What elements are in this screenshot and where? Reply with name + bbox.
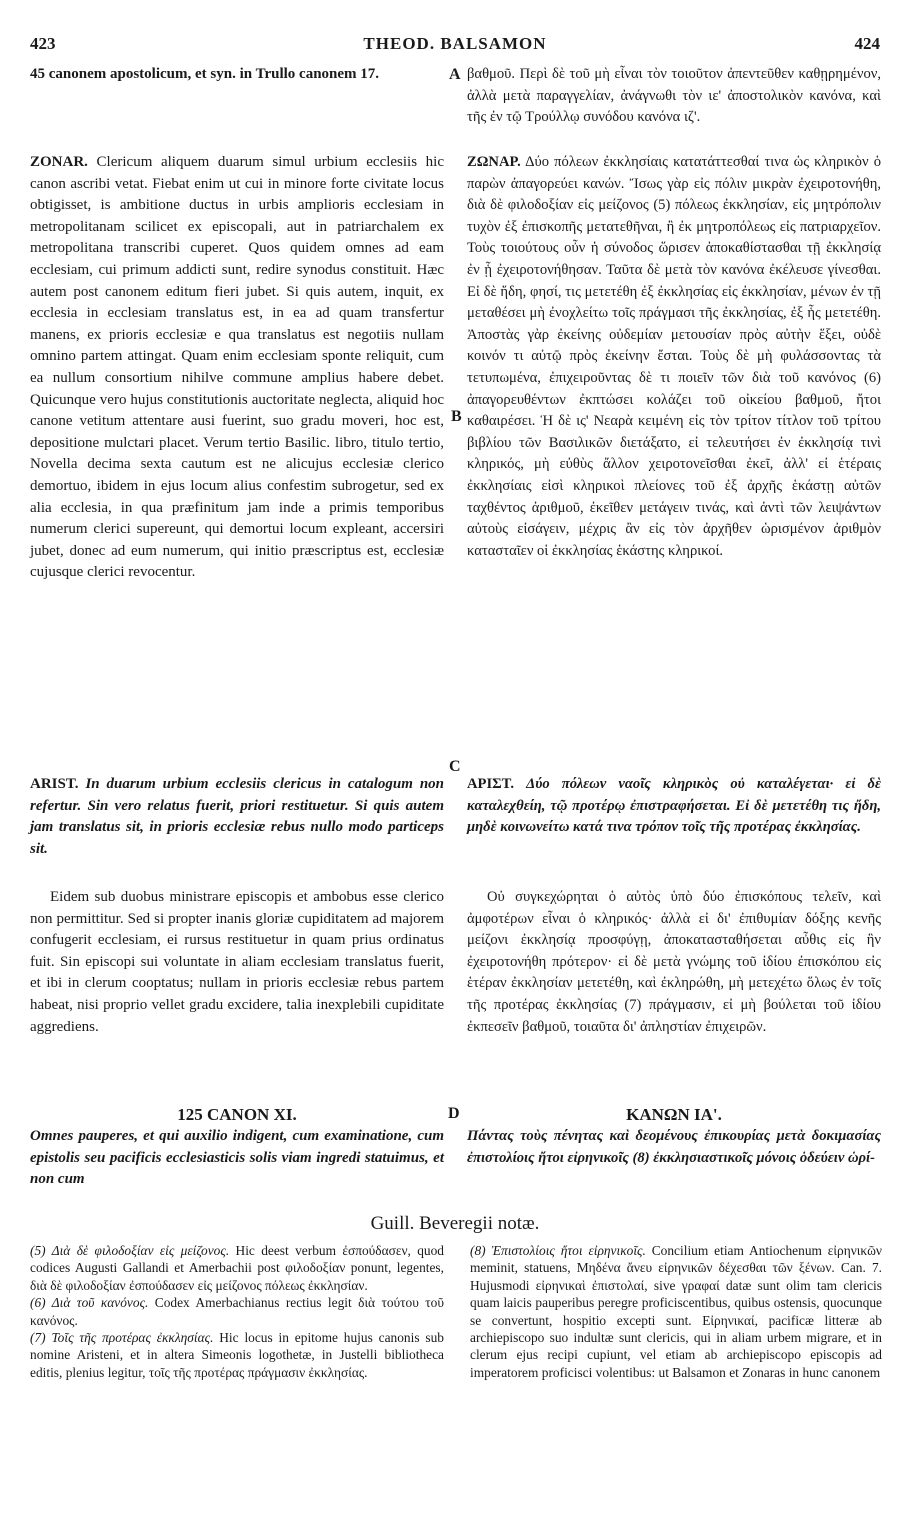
latin-paraphrase-section xyxy=(30,887,444,1038)
canon-column-number: 125 xyxy=(177,1105,203,1124)
latin-paraphrase: Eidem sub duobus ministrare episcopis et ambobus esse clerico non permittitur. Sed si propter inanis gloriæ cupiditatem ad majorem confugerit ecclesiam, ei rursus restituetur in quam prius ordinatus fuit. Sin episcopi sui voluntate in aliam ecclesiam translatus fuerit, et ibi in clerum cooptatus; nullam in prioris ecclesiæ rebus partem habeat, nisi proprio vellet gradu excidere, talia inexplebili cupiditate aggrediens. xyxy=(30,889,444,1035)
greek-paraphrase-section xyxy=(467,887,881,1038)
greek-aristenus-section xyxy=(467,774,881,839)
margin-letter-b: B xyxy=(451,408,462,425)
latin-zonaras-paragraph xyxy=(30,152,444,584)
greek-intro: βαθμοῦ. Περὶ δὲ τοῦ μὴ εἶναι τὸν τοιοῦτον ἀπεντεῦθεν καθῃρημένον, ἀλλὰ μετὰ παραγγελίαν, ἀνάγνωθι τὸν ιε' ἀποστολικὸν κανόνα, καὶ τῆς ἐν τῷ Τρούλλῳ συνόδου κανόνα ιζ'. xyxy=(467,66,881,126)
greek-canon-section xyxy=(467,1104,881,1169)
greek-aristenus-paragraph xyxy=(467,774,881,839)
latin-aristenus-section xyxy=(30,774,444,860)
note-7 xyxy=(30,1329,444,1381)
note-6-text: Codex Amerbachianus rectius legit διὰ τούτου τοῦ κανόνος. xyxy=(30,1295,444,1328)
greek-canon-title: ΚΑΝΩΝ ΙΑ'. xyxy=(626,1105,722,1124)
note-8-lemma: (8) Ἐπιστολίοις ἤτοι εἰρηνικοῖς. xyxy=(470,1243,646,1258)
running-title: THEOD. BALSAMON xyxy=(363,34,547,53)
page-number-right: 424 xyxy=(854,34,880,53)
page-number-left: 423 xyxy=(30,34,56,53)
greek-intro-section xyxy=(467,64,881,129)
latin-aristenus-label: ARIST. xyxy=(30,776,79,792)
latin-intro: 45 canonem apostolicum, et syn. in Trullo canonem 17. xyxy=(30,66,380,82)
margin-letter-d: D xyxy=(448,1105,460,1122)
notes-title: Guill. Beveregii notæ. xyxy=(370,1213,540,1234)
greek-paraphrase: Οὐ συγκεχώρηται ὁ αὐτὸς ὑπὸ δύο ἐπισκόπους τελεῖν, καὶ ἀμφοτέρων εἶναι ὁ κληρικός· ἀλλὰ εἰ δι' ἐπιθυμίαν δόξης κενῆς μείζονι ἐκκλησίᾳ προσφύγῃ, ἀποκατασταθήσεται αὖθις εἰς ἣν ἐχειροτονήθη πρότερον· εἰ δὲ μετὰ γνώμης τοῦ ἰδίου ἐπισκόπου εἰς ἑτέραν ἐκκλησίαν μετετέθη, καὶ ἐκληρώθη, μὴ μετεχέτω ὅλως ἐν τοῖς τῆς προτέρας ἐκκλησίας (7) πράγμασιν, εἰ μὴ βούλεται τοῦ ἰδίου ἐκπεσεῖν βαθμοῦ, τοιαῦτα δι' ἀπληστίαν ἐπιχειρῶν. xyxy=(467,889,881,1035)
note-5-text: Hic deest verbum ἐσπούδασεν, quod codices Augusti Gallandi et Amerbachii post φιλοδοξίαν ponunt, legentes, διὰ δὲ φιλοδοξίαν ἐσπούδασεν εἰς μείζονος πόλεως ἐκκλησίαν. xyxy=(30,1243,444,1293)
margin-letter-c: C xyxy=(449,758,461,775)
latin-zonaras-text: Clericum aliquem duarum simul urbium ecclesiis hic canon ascribi vetat. Fiebat enim ut cui in minore forte civitate locus obtigisset, is ambitione ductus in urbis amplioris ecclesiam in metropolitanam scilicet ex episcopali, aut in patriarchalem ex metropolitana transcribi cuperet. Quos quidem omnes ad eam ecclesiam, cui primum addicti sunt, redire synodus constituit. Hæc autem post canonem editum fieri jubet. Si quis autem, inquit, ex ecclesia in ecclesiam translatus est, in ea ad quam transfertur manens, ex prioris ecclesiæ e qua translatus est negotiis nullam omnino partem attingat. Quam enim ecclesiam sponte reliquit, cum ea nullum consortium nihilve commune amplius habere debet. Quicunque vero hujus constitutionis auctoritate neglecta, aliquid hoc canone vetitum attentare ausi fuerint, suo gradu moveri, hoc est, depositione mulctari placet. Verum tertio Basilic. libro, titulo tertio, Novella decima sexta cautum est ne alicujus ecclesiæ clerico demortuo, ibidem in ejus locum alius confestim subrogetur, sed ex alia ecclesia, in qua præfinitum jam inde a primis temporibus numerum clerici supereunt, qui demortui locum expleant, accersiri jubet, donec ad eum numerum, qui initio præscriptus est, ecclesiæ cujusque clerici revocentur. xyxy=(30,154,445,581)
latin-canon-text: Omnes pauperes, et qui auxilio indigent, cum examinatione, cum epistolis seu pacificis ecclesiasticis solis viam ingredi statuimus, et non cum xyxy=(30,1128,444,1188)
latin-canon-section xyxy=(30,1104,444,1191)
note-7-lemma: (7) Τοῖς τῆς προτέρας ἐκκλησίας. xyxy=(30,1330,214,1346)
greek-aristenus-text: Δύο πόλεων ναοῖς κληρικὸς οὐ καταλέγεται· εἰ δὲ καταλεχθείη, τῷ προτέρῳ ἐπιστραφήσεται. Εἰ δὲ μετετέθη τις ἤδη, μηδὲ κοινωνείτω κατά τινα τρόπον τοῖς τῆς προτέρας ἐκκλησίας. xyxy=(467,776,881,836)
greek-canon-text: Πάντας τοὺς πένητας καὶ δεομένους ἐπικουρίας μετὰ δοκιμασίας ἐπιστολίοις ἤτοι εἰρηνικοῖς (8) ἐκκλησιαστικοῖς μόνοις ὁδεύειν ὡρί- xyxy=(467,1128,881,1166)
latin-aristenus-paragraph xyxy=(30,774,444,860)
greek-zonaras-label: ΖΩΝΑΡ. xyxy=(467,154,521,170)
note-5-lemma: (5) Διὰ δὲ φιλοδοξίαν εἰς μείζονος. xyxy=(30,1243,230,1258)
latin-zonaras-section xyxy=(30,152,444,584)
margin-letter-a: A xyxy=(449,66,461,83)
notes-left-column xyxy=(30,1242,444,1381)
latin-zonaras-label: ZONAR. xyxy=(30,154,88,170)
notes-right-column xyxy=(470,1242,882,1381)
note-8-text: Concilium etiam Antiochenum εἰρηνικῶν meminit, statuens, Μηδένα ἄνευ εἰρηνικῶν δέχεσθαι τῶν ξένων. Can. 7. Hujusmodi εἰρηνικαὶ ἐπιστολαί, sive γραφαί datæ sunt olim tam clericis quam laicis pauperibus peregre proficiscentibus, quibus ostensis, quocunque se convertunt, hospitio excepti sunt. Εἰρηνικαί, pacificæ litteræ ab archiepiscopo suo indultæ sunt clericis, qui in aliam urbem migrare, et in clerum ejus recipi cupiunt, vel etiam ab archiepiscopo episcopis ad imperatorem proficisci volentibus: ut Balsamon et Zonaras in hunc canonem xyxy=(470,1243,882,1380)
note-6-lemma: (6) Διὰ τοῦ κανόνος. xyxy=(30,1295,149,1311)
latin-column xyxy=(30,64,444,86)
running-header xyxy=(30,34,880,56)
greek-zonaras-section xyxy=(467,152,881,562)
note-7-text: Hic locus in epitome hujus canonis sub nomine Aristeni, et in altera Simeonis logothetæ, in Justelli bibliotheca editis, plenius legitur, τοῖς τῆς προτέρας πράγμασιν ἐκκλησίας. xyxy=(30,1330,444,1380)
greek-aristenus-label: ΑΡΙΣΤ. xyxy=(467,776,514,792)
note-8 xyxy=(470,1242,882,1381)
note-5 xyxy=(30,1242,444,1294)
latin-canon-title: CANON XI. xyxy=(207,1105,297,1124)
latin-canon-heading xyxy=(30,1104,444,1126)
note-6 xyxy=(30,1294,444,1329)
latin-aristenus-text: In duarum urbium ecclesiis clericus in catalogum non refertur. Sin vero relatus fuerit, priori restituetur. Si quis autem jam translatus sit, in prioris ecclesiæ rebus nullo modo particeps sit. xyxy=(30,776,445,857)
greek-zonaras-text: Δύο πόλεων ἐκκλησίαις κατατάττεσθαί τινα ὡς κληρικὸν ὁ παρὼν ἀπαγορεύει κανών. Ἴσως γὰρ εἰς πόλιν μικρὰν ἐχειροτονήθη, διὰ δὲ φιλοδοξίαν εἰς μείζονος (5) πόλεως ἐκκλησίαν, εἰς μητρόπολιν τυχὸν ἐξ ἐπισκοπῆς μετατεθῆναι, ἢ ἐκ μητροπόλεως εἰς πατριαρχεῖον. Τοὺς τοιούτους οὖν ἡ σύνοδος ὥρισεν ἀποκαθίστασθαι τῇ ἐκκλησίᾳ ἐν ᾗ ἐχειροτονήθησαν. Ταῦτα δὲ μετὰ τὸν κανόνα ἐκέλευσε γίνεσθαι. Εἰ δὲ ἤδη, φησί, τις μετετέθη ἐξ ἐκκλησίας εἰς ἐκκλησίαν, μένων ἐν τῇ μεταθέσει μὴ ἐνοχλείτω τοῖς πράγμασι τῆς ἐκκλησίας, ἐξ ἧς μετετέθη. Ἀποστὰς γὰρ ἐκείνης οὐδεμίαν μετουσίαν πρὸς αὐτὴν ἕξει, οὐδὲ κοινόν τι αὐτῷ πρὸς ἐκείνην ἔσται. Τοὺς δὲ μὴ φυλάσσοντας τὰ τετυπωμένα, ἐπιχειροῦντας δὲ τι ποιεῖν τῶν διὰ τοῦ κανόνος (6) ἀπαγορευθέντων ἐκπτώσει κολάζει τοῦ οἰκείου βαθμοῦ, ἤτοι καθαιρέσει. Ἡ δὲ ις' Νεαρὰ κειμένη εἰς τὸν τρίτον τίτλον τοῦ τρίτου βιβλίου τῶν Βασιλικῶν διετάξατο, εἰ τελευτήσει ἐν ἐκκλησίᾳ τινὶ κληρικός, μὴ εὐθὺς ἄλλον χειροτονεῖσθαι ἐκεῖ, ἀλλ' εἰ ἑτέραις ἐκκλησίαις εἰσὶ κληρικοὶ πλείονες τοῦ ἐξ ἀρχῆς ἑκάστῃ αὐτῶν ταχθέντος ἀριθμοῦ, ἐκεῖθεν μετάγειν τινάς, καὶ ἀντὶ τῶν λειψάντων αὐτοὺς εἰσάγειν, μέχρις ἂν εἰς τὸν ἀρχῆθεν ὡρισμένον ἀριθμὸν κατασταῖεν οἱ ἐκκλησίας ἑκάστης κληρικοί. xyxy=(467,154,882,559)
greek-zonaras-paragraph xyxy=(467,152,881,562)
